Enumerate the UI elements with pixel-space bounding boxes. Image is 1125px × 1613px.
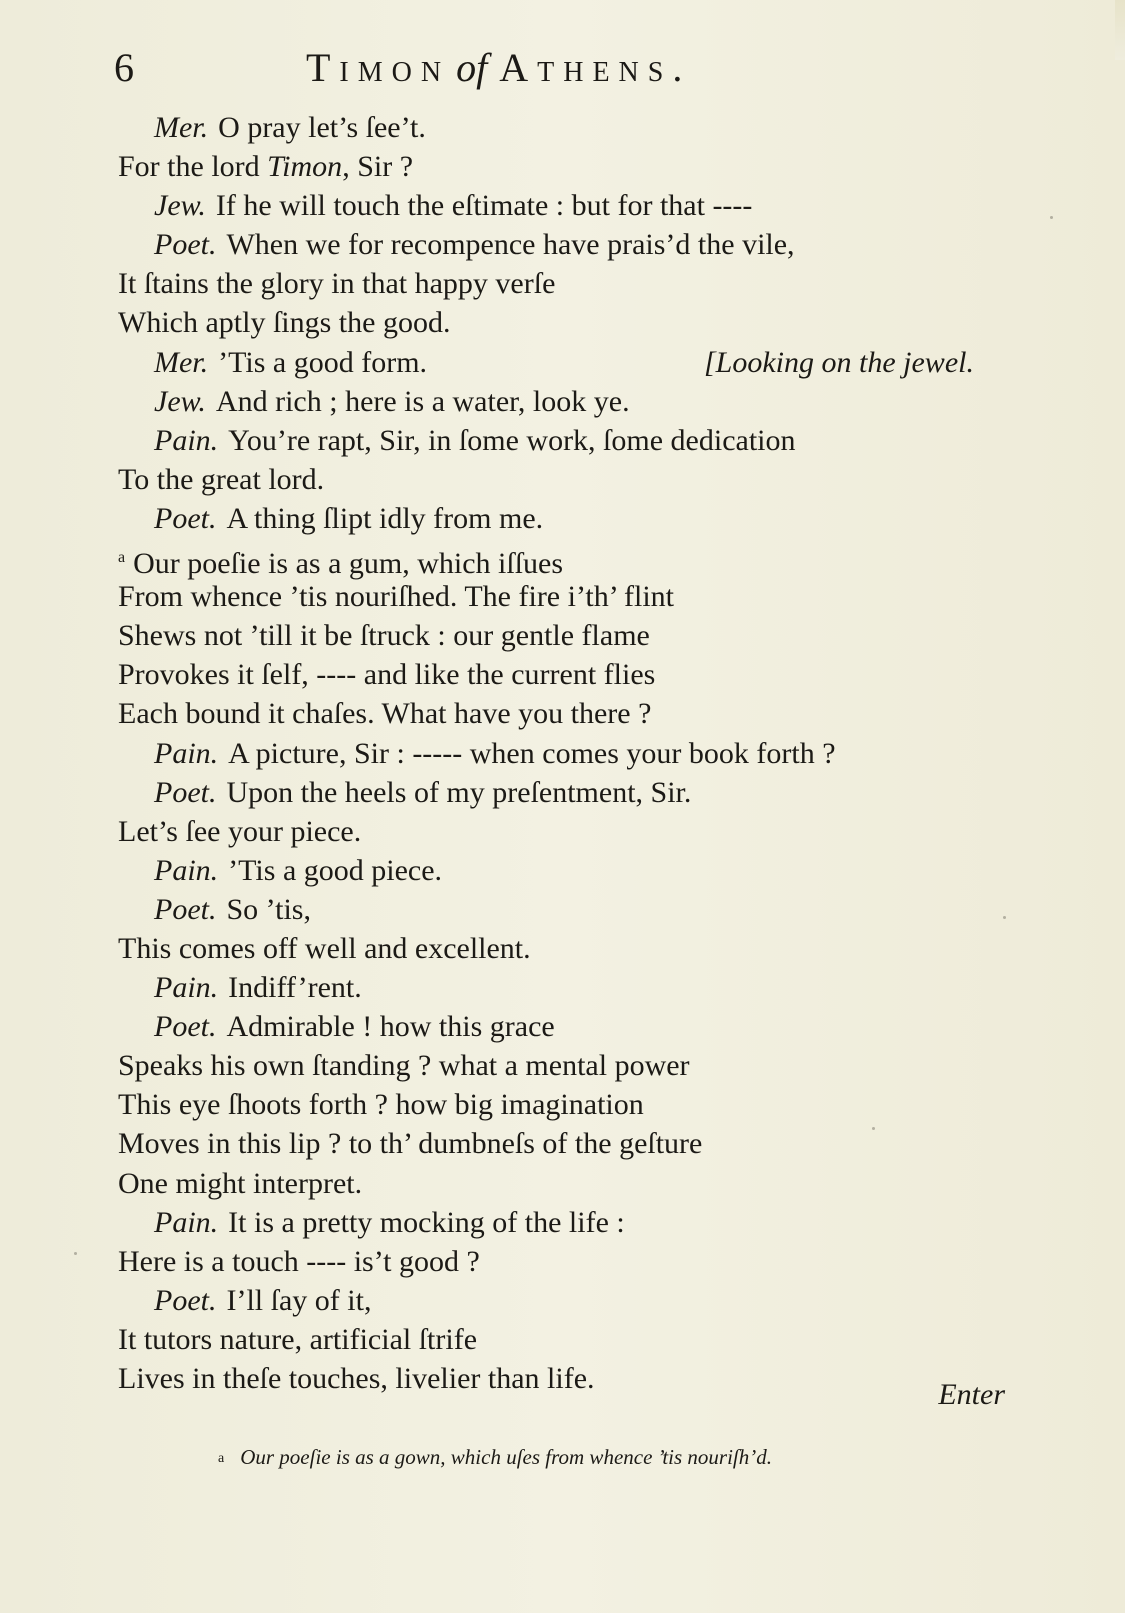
line-text: From whence ’tis nouriſhed. The fire i’th’ flint <box>118 580 674 614</box>
catchword: Enter <box>938 1378 1005 1411</box>
line-text: This comes off well and excellent. <box>118 931 531 965</box>
line-text: This eye ſhoots forth ? how big imagination <box>118 1088 644 1122</box>
speech-line <box>118 225 1018 264</box>
line-text: Each bound it chaſes. What have you there ? <box>118 697 652 731</box>
speaker-name: Poet. <box>154 501 217 535</box>
footnote-reference: a <box>118 549 126 567</box>
speech-line <box>118 890 1018 929</box>
speech-line <box>118 1281 1018 1320</box>
line-text: One might interpret. <box>118 1166 363 1200</box>
speech-line <box>118 499 1018 538</box>
speech-line <box>118 186 1018 225</box>
line-text-rest: , Sir ? <box>342 150 414 184</box>
play-text <box>118 108 1018 1398</box>
footnote <box>218 1445 772 1470</box>
line-text: For the lord <box>118 150 268 184</box>
title-part-2: Athens. <box>499 45 692 90</box>
line-text: Here is a touch ---- is’t good ? <box>118 1244 480 1278</box>
verse-line <box>118 1320 1018 1359</box>
stage-direction: [Looking on the jewel. <box>704 345 974 379</box>
speaker-name: Poet. <box>154 1283 217 1317</box>
speech-line <box>118 421 1018 460</box>
verse-line <box>118 460 1018 499</box>
verse-line <box>118 694 1018 733</box>
line-text: Which aptly ſings the good. <box>118 306 451 340</box>
speaker-name: Poet. <box>154 775 217 809</box>
paper-speck <box>1003 916 1006 919</box>
verse-line <box>118 577 1018 616</box>
line-text: It is a pretty mocking of the life : <box>228 1205 625 1239</box>
footnote-text: Our poeſie is as a gown, which uſes from whence ’tis nouriſh’d. <box>240 1445 772 1469</box>
speech-line <box>118 108 1018 147</box>
line-text: I’ll ſay of it, <box>226 1283 372 1317</box>
speaker-name: Pain. <box>154 423 219 457</box>
speaker-name: Pain. <box>154 853 219 887</box>
verse-line <box>118 303 1018 342</box>
line-text: O pray let’s ſee’t. <box>218 111 426 144</box>
speech-line <box>118 343 1018 382</box>
verse-line <box>118 1085 1018 1124</box>
line-text: When we for recompence have prais’d the vile, <box>226 228 795 262</box>
line-text: It ſtains the glory in that happy verſe <box>118 267 556 301</box>
line-text: Speaks his own ſtanding ? what a mental power <box>118 1049 690 1083</box>
line-text: Indiff’rent. <box>228 971 362 1005</box>
speaker-name: Pain. <box>154 736 219 770</box>
speaker-name: Pain. <box>154 971 219 1005</box>
line-text: ’Tis a good form. <box>218 345 428 379</box>
speaker-name: Pain. <box>154 1205 219 1239</box>
running-header <box>114 44 814 104</box>
speech-line <box>118 1007 1018 1046</box>
line-text: ’Tis a good piece. <box>228 853 443 887</box>
paper-speck <box>1050 216 1053 219</box>
verse-line <box>118 1164 1018 1203</box>
line-text: Moves in this lip ? to th’ dumbneſs of the geſture <box>118 1127 703 1161</box>
line-text: Shews not ’till it be ſtruck : our gentle flame <box>118 619 650 653</box>
speaker-name: Mer. <box>154 111 209 144</box>
speaker-name: Poet. <box>154 228 217 262</box>
verse-line <box>118 1242 1018 1281</box>
speaker-name: Mer. <box>154 345 209 379</box>
line-text: A picture, Sir : ----- when comes your book forth ? <box>228 736 836 770</box>
line-text: Admirable ! how this grace <box>226 1010 555 1044</box>
italic-name: Timon <box>267 150 343 184</box>
speaker-name: Jew. <box>154 384 206 418</box>
paper-speck <box>872 1127 875 1130</box>
verse-line <box>118 929 1018 968</box>
verse-line <box>118 264 1018 303</box>
line-text: A thing ſlipt idly from me. <box>226 501 544 535</box>
line-text: So ’tis, <box>226 892 311 926</box>
line-text: If he will touch the eſtimate : but for that ---- <box>215 189 753 223</box>
line-text: Our poeſie is as a gum, which iſſues <box>133 547 564 581</box>
verse-line <box>118 812 1018 851</box>
line-text: You’re rapt, Sir, in ſome work, ſome dedication <box>228 423 796 457</box>
verse-line <box>118 1359 1018 1398</box>
verse-line <box>118 538 1018 581</box>
page-edge-shadow <box>1115 0 1125 60</box>
speech-line <box>118 773 1018 812</box>
verse-line <box>118 147 1018 186</box>
verse-line <box>118 616 1018 655</box>
speaker-name: Jew. <box>154 189 206 223</box>
line-text: Upon the heels of my preſentment, Sir. <box>226 775 692 809</box>
footnote-mark: a <box>218 1451 225 1467</box>
title-of: of <box>456 45 488 90</box>
speech-line <box>118 734 1018 773</box>
running-title <box>306 44 691 91</box>
paper-speck <box>74 1252 77 1255</box>
line-text: And rich ; here is a water, look ye. <box>215 384 630 418</box>
speaker-name: Poet. <box>154 892 217 926</box>
line-text: Let’s ſee your piece. <box>118 814 362 848</box>
verse-line <box>118 1046 1018 1085</box>
speech-line <box>118 1203 1018 1242</box>
speech-line <box>118 968 1018 1007</box>
verse-line <box>118 1124 1018 1163</box>
line-text: Lives in theſe touches, livelier than life. <box>118 1362 595 1395</box>
speech-line <box>118 851 1018 890</box>
speaker-name: Poet. <box>154 1010 217 1044</box>
verse-line <box>118 655 1018 694</box>
line-text: Provokes it ſelf, ---- and like the current flies <box>118 658 656 692</box>
page-number: 6 <box>114 45 134 90</box>
speech-line <box>118 382 1018 421</box>
title-part-1: Timon <box>306 45 451 90</box>
line-text: It tutors nature, artificial ſtrife <box>118 1322 478 1356</box>
line-text: To the great lord. <box>118 462 325 496</box>
